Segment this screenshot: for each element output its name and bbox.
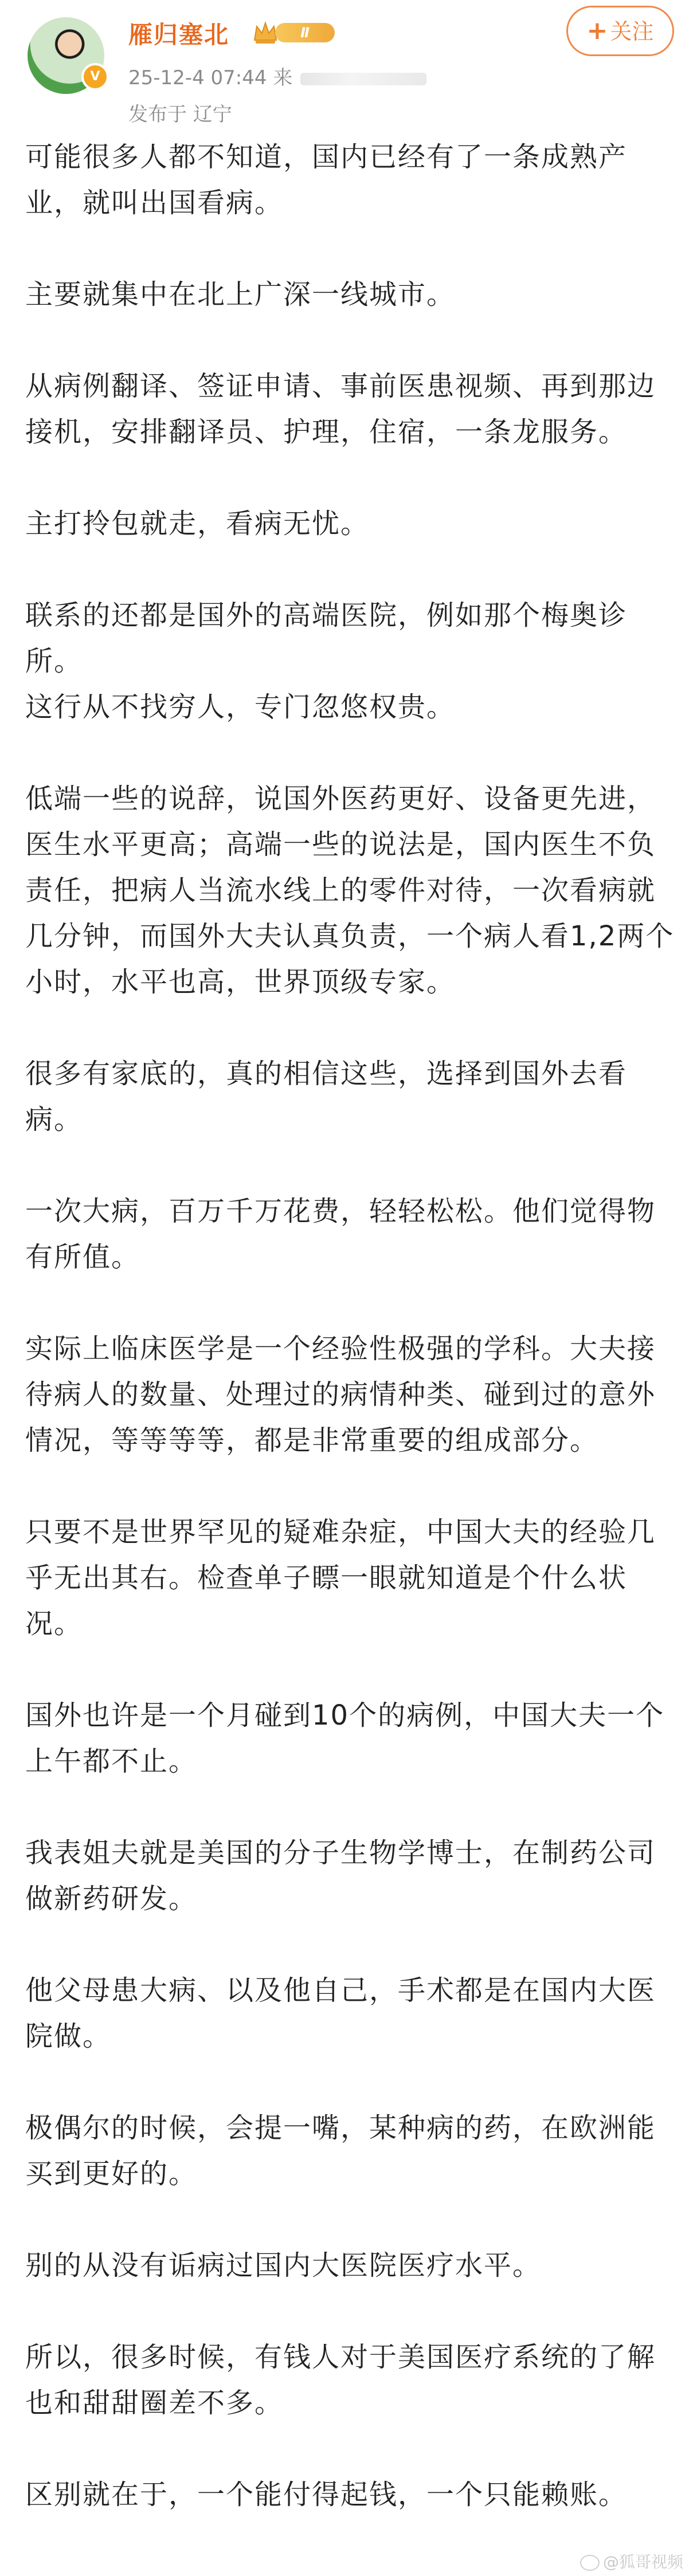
paragraph: 我表姐夫就是美国的分子生物学博士，在制药公司做新药研发。 [25, 1837, 656, 1915]
paragraph: 主要就集中在北上广深一线城市。 [25, 278, 456, 311]
paragraph: 一次大病，百万千万花费，轻轻松松。他们觉得物有所值。 [25, 1195, 656, 1273]
post-timestamp: 25-12-4 07:44 [128, 66, 267, 89]
paragraph: 国外也许是一个月碰到10个的病例，中国大夫一个上午都不止。 [25, 1699, 665, 1777]
post-location: 发布于 辽宁 [128, 103, 232, 126]
paragraph: 别的从没有诟病过国内大医院医疗水平。 [25, 2249, 542, 2282]
paragraph: 主打拎包就走，看病无忧。 [25, 508, 370, 540]
follow-button-label: 关注 [610, 19, 654, 44]
paragraph: 极偶尔的时候，会提一嘴，某种病的药，在欧洲能买到更好的。 [25, 2112, 656, 2190]
paragraph: 联系的还都是国外的高端医院，例如那个梅奥诊所。 [25, 599, 628, 677]
paragraph: 他父母患大病、以及他自己，手术都是在国内大医院做。 [25, 1974, 656, 2052]
verified-badge-icon: V [81, 63, 109, 91]
paragraph: 这行从不找穷人，专门忽悠权贵。 [25, 691, 456, 723]
watermark-text: @狐哥视频 [602, 2553, 683, 2571]
paragraph: 所以，很多时候，有钱人对于美国医疗系统的了解也和甜甜圈差不多。 [25, 2341, 656, 2419]
paragraph: 低端一些的说辞，说国外医药更好、设备更先进，医生水平更高；高端一些的说法是，国内医生不负责任，把病人当流水线上的零件对待，一次看病就几分钟，而国外大夫认真负责，一个病人看1,2两个小时，水平也高，世界顶级专家。 [25, 783, 675, 998]
paragraph: 很多有家底的，真的相信这些，选择到国外去看病。 [25, 1058, 628, 1136]
author-name[interactable]: 雁归塞北 [128, 21, 230, 49]
follow-button[interactable] [566, 6, 674, 56]
post-source-prefix: 来 [273, 66, 293, 89]
weibo-logo-icon [580, 2555, 600, 2571]
blurred-source [300, 73, 426, 85]
paragraph: 可能很多人都不知道，国内已经有了一条成熟产业，就叫出国看病。 [25, 141, 628, 219]
post-meta [128, 62, 426, 90]
vip-badge[interactable] [252, 21, 338, 45]
post-header [0, 0, 697, 143]
paragraph: 实际上临床医学是一个经验性极强的学科。大夫接待病人的数量、处理过的病情种类、碰到过的意外情况，等等等等，都是非常重要的组成部分。 [25, 1333, 656, 1456]
post-body [25, 134, 676, 2563]
paragraph: 只要不是世界罕见的疑难杂症，中国大夫的经验几乎无出其右。检查单子瞟一眼就知道是个什么状况。 [25, 1516, 656, 1640]
vip-level-label: Ⅱ [275, 23, 335, 42]
paragraph: 区别就在于，一个能付得起钱，一个只能赖账。 [25, 2479, 628, 2511]
watermark [580, 2550, 683, 2573]
plus-icon: + [586, 16, 608, 45]
paragraph: 从病例翻译、签证申请、事前医患视频、再到那边接机，安排翻译员、护理，住宿，一条龙服务。 [25, 370, 656, 448]
